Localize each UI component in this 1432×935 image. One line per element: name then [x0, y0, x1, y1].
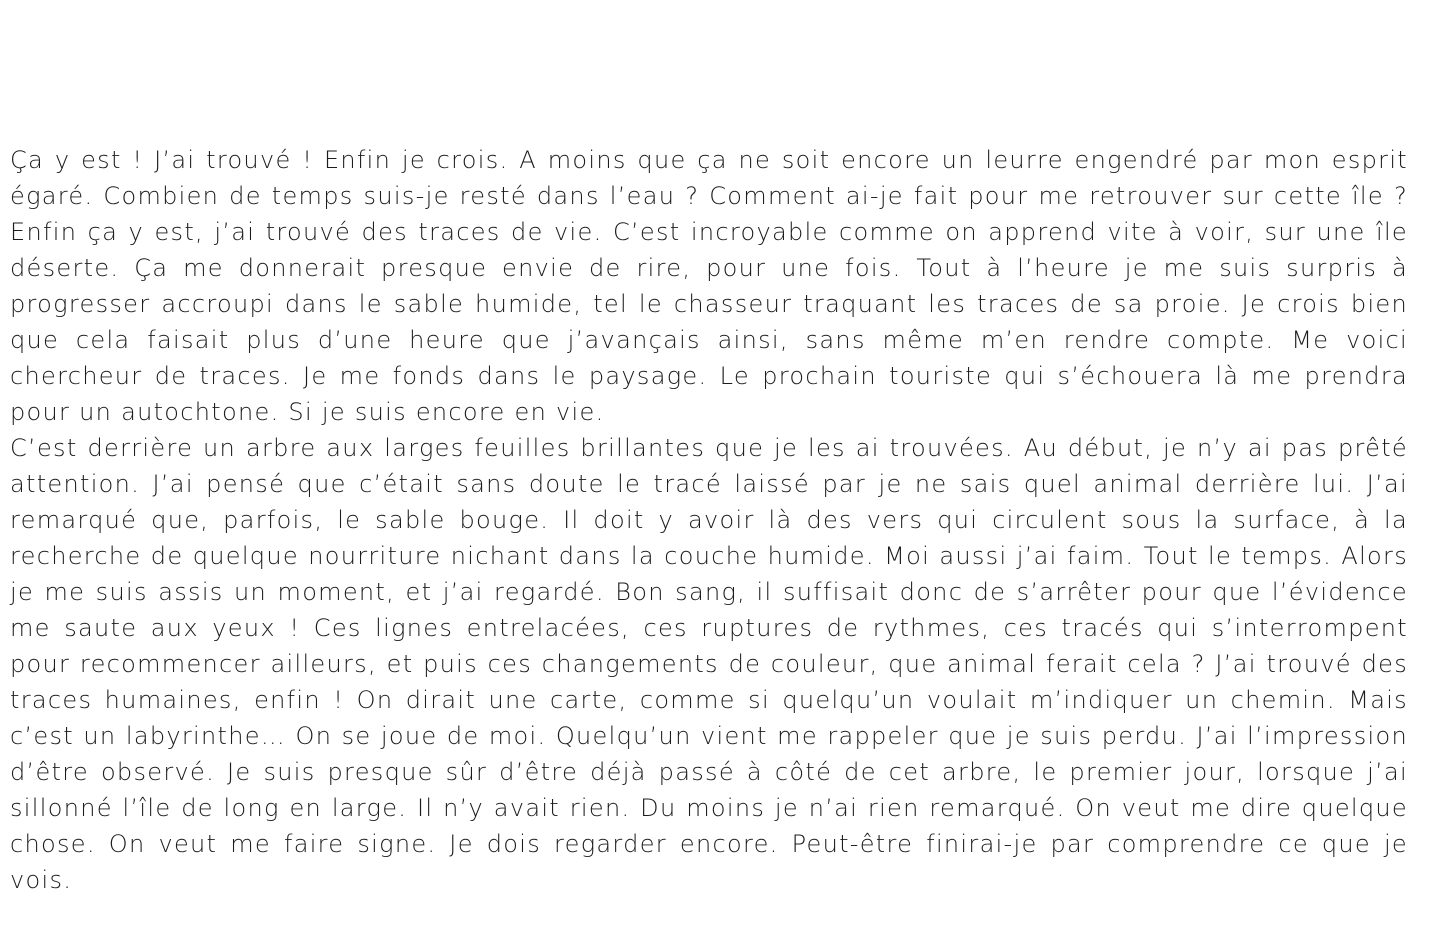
paragraph-1: Ça y est ! J’ai trouvé ! Enfin je crois. A moins que ça ne soit encore un leurre engendré par mon esprit égaré. Combien de temps suis-je resté dans l’eau ? Comment ai-je fait pour me retrouver sur cette île ? Enfin ça y est, j’ai trouvé des traces de vie. C’est incroyable comme on apprend vite à voir, sur une île déserte. Ça me donnerait presque envie de rire, pour une fois. Tout à l’heure je me suis surpris à progresser accroupi dans le sable humide, tel le chasseur traquant les traces de sa proie. Je crois bien que cela faisait plus d’une heure que j’avançais ainsi, sans même m’en rendre compte. Me voici chercheur de traces. Je me fonds dans le paysage. Le prochain touriste qui s’échouera là me prendra pour un autochtone. Si je suis encore en vie.	[10, 146, 1408, 426]
paragraph-2: C’est derrière un arbre aux larges feuilles brillantes que je les ai trouvées. Au début, je n’y ai pas prêté attention. J’ai pensé que c’était sans doute le tracé laissé par je ne sais quel animal derrière lui. J’ai remarqué que, parfois, le sable bouge. Il doit y avoir là des vers qui circulent sous la surface, à la recherche de quelque nourriture nichant dans la couche humide. Moi aussi j’ai faim. Tout le temps. Alors je me suis assis un moment, et j’ai regardé. Bon sang, il suffisait donc de s’arrêter pour que l’évidence me saute aux yeux ! Ces lignes entrelacées, ces ruptures de rythmes, ces tracés qui s’interrompent pour recommencer ailleurs, et puis ces changements de couleur, que animal ferait cela ? J’ai trouvé des traces humaines, enfin ! On dirait une carte, comme si quelqu’un voulait m’indiquer un chemin. Mais c’est un labyrinthe… On se joue de moi. Quelqu’un vient me rappeler que je suis perdu. J’ai l’impression d’être observé. Je suis presque sûr d’être déjà passé à côté de cet arbre, le premier jour, lorsque j’ai sillonné l’île de long en large. Il n’y avait rien. Du moins je n’ai rien remarqué. On veut me dire quelque chose. On veut me faire signe. Je dois regarder encore. Peut-être finirai-je par comprendre ce que je vois.	[10, 434, 1408, 894]
